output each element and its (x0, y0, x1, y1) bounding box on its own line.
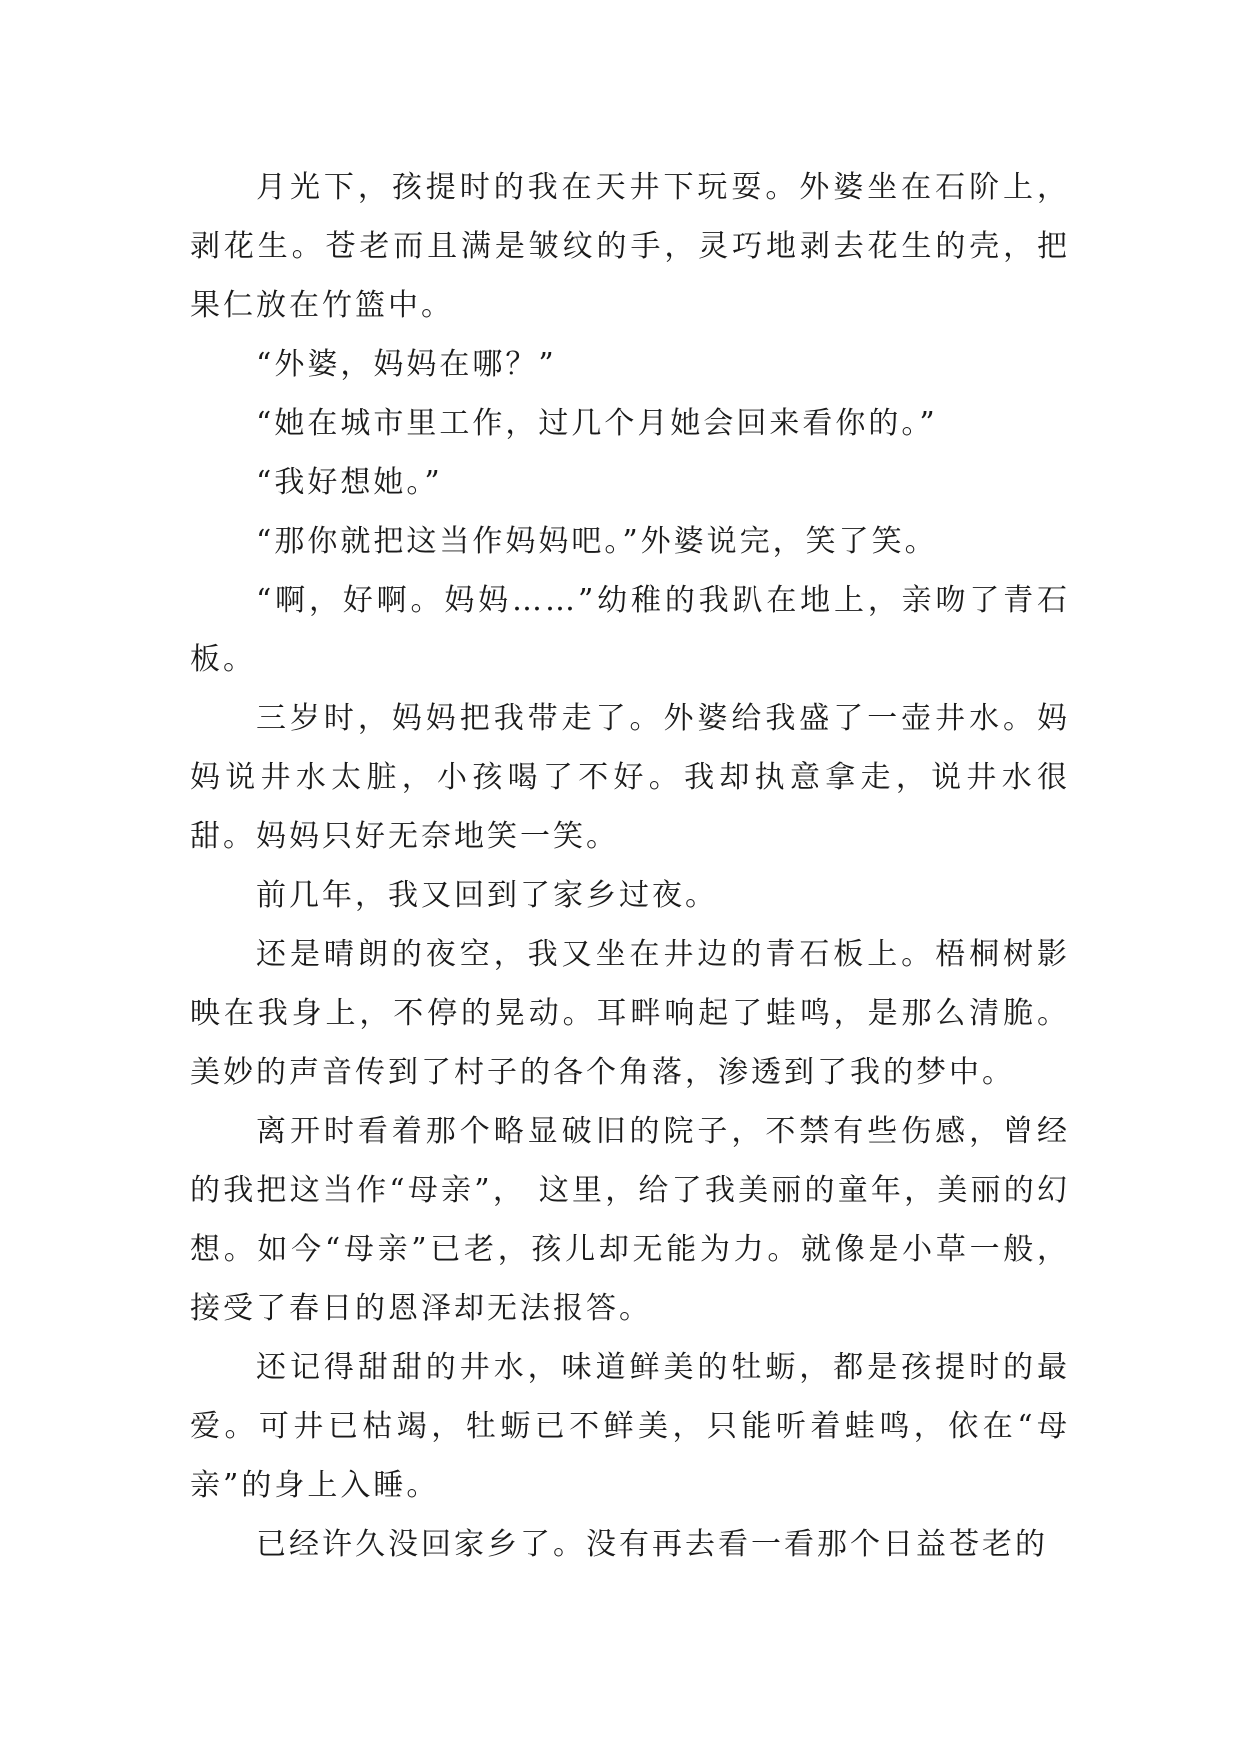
paragraph-5: “那你就把这当作妈妈吧。”外婆说完，笑了笑。 (256, 524, 938, 559)
paragraph-12: 已经许久没回家乡了。没有再去看一看那个日益苍老的 (256, 1527, 1048, 1562)
paragraph-7: 三岁时，妈妈把我带走了。外婆给我盛了一壶井水。妈妈说井水太脏，小孩喝了不好。我却执意拿走，说井水很甜。妈妈只好无奈地笑一笑。 (190, 701, 1070, 854)
paragraph-3: “她在城市里工作，过几个月她会回来看你的。” (256, 406, 938, 441)
paragraph-11: 还记得甜甜的井水，味道鲜美的牡蛎，都是孩提时的最爱。可井已枯竭，牡蛎已不鲜美，只能听着蛙鸣，依在“母亲”的身上入睡。 (190, 1350, 1070, 1503)
paragraph-6: “啊，好啊。妈妈……”幼稚的我趴在地上，亲吻了青石板。 (190, 583, 1070, 677)
document-body (190, 158, 1070, 1574)
paragraph-9: 还是晴朗的夜空，我又坐在井边的青石板上。梧桐树影映在我身上，不停的晃动。耳畔响起了蛙鸣，是那么清脆。美妙的声音传到了村子的各个角落，渗透到了我的梦中。 (190, 937, 1070, 1090)
paragraph-4: “我好想她。” (256, 465, 443, 500)
paragraph-1: 月光下，孩提时的我在天井下玩耍。外婆坐在石阶上，剥花生。苍老而且满是皱纹的手，灵巧地剥去花生的壳，把果仁放在竹篮中。 (190, 170, 1070, 323)
paragraph-2: “外婆，妈妈在哪？” (256, 347, 557, 382)
paragraph-8: 前几年，我又回到了家乡过夜。 (256, 878, 718, 913)
paragraph-10: 离开时看着那个略显破旧的院子，不禁有些伤感，曾经的我把这当作“母亲”， 这里，给了我美丽的童年，美丽的幻想。如今“母亲”已老，孩儿却无能为力。就像是小草一般，接受了春日的恩泽却无法报答。 (190, 1114, 1070, 1326)
